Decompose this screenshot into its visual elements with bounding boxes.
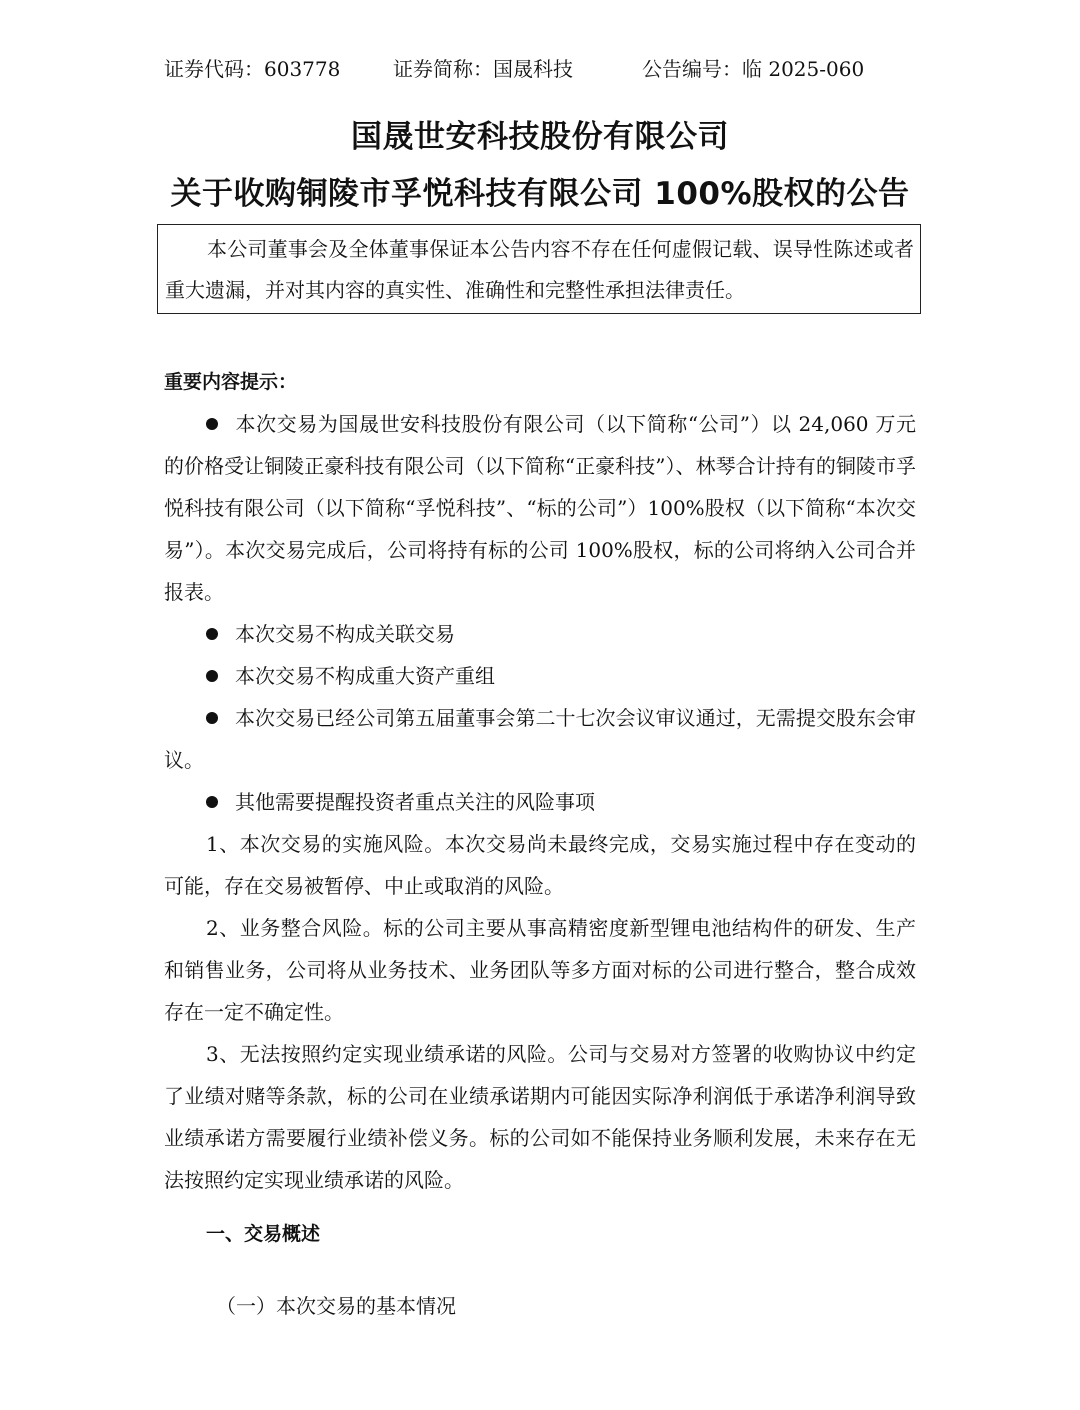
document-header xyxy=(164,54,924,84)
highlight-text: 本次交易已经公司第五届董事会第二十七次会议审议通过，无需提交股东会审议。 xyxy=(164,706,916,772)
highlight-text: 其他需要提醒投资者重点关注的风险事项 xyxy=(235,790,595,814)
risk-item-3: 3、无法按照约定实现业绩承诺的风险。公司与交易对方签署的收购协议中约定了业绩对赌等条款，标的公司在业绩承诺期内可能因实际净利润低于承诺净利润导致业绩承诺方需要履行业绩补偿义务。标的公司如不能保持业务顺利发展，未来存在无法按照约定实现业绩承诺的风险。 xyxy=(164,1042,916,1192)
bullet-dot-icon xyxy=(206,796,218,808)
subsection-heading-basic-info: （一）本次交易的基本情况 xyxy=(216,1294,456,1318)
section-heading-overview: 一、交易概述 xyxy=(206,1223,321,1245)
document-body xyxy=(164,361,916,1327)
board-guarantee-text: 本公司董事会及全体董事保证本公告内容不存在任何虚假记载、误导性陈述或者重大遗漏，并对其内容的真实性、准确性和完整性承担法律责任。 xyxy=(165,237,914,302)
highlight-text: 本次交易不构成关联交易 xyxy=(235,622,455,646)
bullet-dot-icon xyxy=(206,712,218,724)
highlight-bullet-2 xyxy=(164,613,916,655)
stock-short-name: 证券简称：国晟科技 xyxy=(393,57,573,81)
bullet-dot-icon xyxy=(206,628,218,640)
bullet-dot-icon xyxy=(206,418,218,430)
board-guarantee-box xyxy=(157,224,921,314)
highlight-bullet-3 xyxy=(164,655,916,697)
highlight-bullet-5 xyxy=(164,781,916,823)
highlight-bullet-1 xyxy=(164,403,916,613)
announcement-title: 关于收购铜陵市孚悦科技有限公司 100%股权的公告 xyxy=(170,176,910,212)
notice-number: 公告编号：临 2025-060 xyxy=(642,57,865,81)
stock-code: 证券代码：603778 xyxy=(164,57,341,81)
highlights-heading: 重要内容提示： xyxy=(164,371,298,393)
company-title: 国晟世安科技股份有限公司 xyxy=(351,119,729,155)
bullet-dot-icon xyxy=(206,670,218,682)
highlight-text: 本次交易不构成重大资产重组 xyxy=(235,664,495,688)
risk-item-1: 1、本次交易的实施风险。本次交易尚未最终完成，交易实施过程中存在变动的可能，存在交易被暂停、中止或取消的风险。 xyxy=(164,832,916,898)
risk-item-2: 2、业务整合风险。标的公司主要从事高精密度新型锂电池结构件的研发、生产和销售业务，公司将从业务技术、业务团队等多方面对标的公司进行整合，整合成效存在一定不确定性。 xyxy=(164,916,916,1024)
highlight-bullet-4 xyxy=(164,697,916,781)
highlight-text: 本次交易为国晟世安科技股份有限公司（以下简称“公司”）以 24,060 万元的价格受让铜陵正豪科技有限公司（以下简称“正豪科技”）、林琴合计持有的铜陵市孚悦科技有限公司（以下简称“孚悦科技”、“标的公司”）100%股权（以下简称“本次交易”）。本次交易完成后，公司将持有标的公司 100%股权，标的公司将纳入公司合并报表。 xyxy=(164,412,916,604)
